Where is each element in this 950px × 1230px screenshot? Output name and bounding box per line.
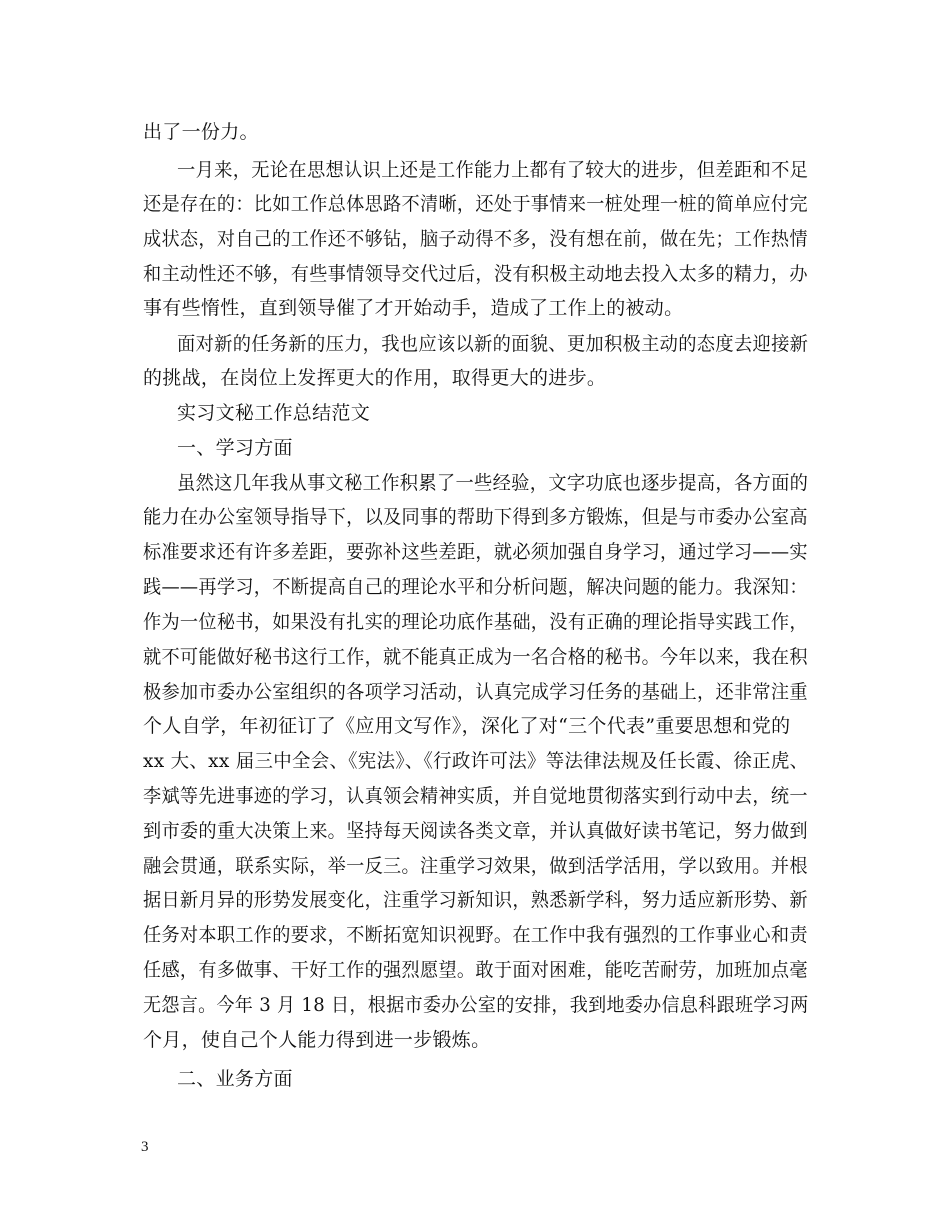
text-line: 任感，有多做事、干好工作的强烈愿望。敢于面对困难，能吃苦耐劳，加班加点毫 (143, 959, 808, 981)
text-line: 和主动性还不够，有些事情领导交代过后，没有积极主动地去投入太多的精力，办 (143, 263, 808, 285)
text-line: 李斌等先进事迹的学习，认真领会精神实质，并自觉地贯彻落实到行动中去，统一 (143, 785, 808, 807)
text-line: 就不可能做好秘书这行工作，就不能真正成为一名合格的秘书。今年以来，我在积 (143, 646, 808, 668)
text-line: 能力在办公室领导指导下，以及同事的帮助下得到多方锻炼，但是与市委办公室高 (143, 506, 808, 528)
text-line: 面对新的任务新的压力，我也应该以新的面貌、更加积极主动的态度去迎接新 (177, 333, 809, 355)
text-line: 一月来，无论在思想认识上还是工作能力上都有了较大的进步，但差距和不足 (177, 159, 809, 181)
section-heading: 二、业务方面 (177, 1068, 293, 1090)
text-line: 到市委的重大决策上来。坚持每天阅读各类文章，并认真做好读书笔记，努力做到 (143, 820, 808, 842)
text-line: 的挑战，在岗位上发挥更大的作用，取得更大的进步。 (143, 367, 607, 389)
text-line: 事有些惰性，直到领导催了才开始动手，造成了工作上的被动。 (143, 297, 684, 319)
text-line: 出了一份力。 (143, 121, 259, 143)
text-line: xx 大、xx 届三中全会、《宪法》、《行政许可法》等法律法规及任长霞、徐正虎、 (143, 750, 809, 772)
text-line: 作为一位秘书，如果没有扎实的理论功底作基础，没有正确的理论指导实践工作， (143, 611, 808, 633)
text-line: 任务对本职工作的要求，不断拓宽知识视野。在工作中我有强烈的工作事业心和责 (143, 924, 808, 946)
text-line: 还是存在的：比如工作总体思路不清晰，还处于事情来一桩处理一桩的简单应付完 (143, 193, 808, 215)
text-line: 融会贯通，联系实际，举一反三。注重学习效果，做到活学活用，学以致用。并根 (143, 855, 808, 877)
page-number: 3 (141, 1139, 149, 1155)
section-heading: 一、学习方面 (177, 437, 293, 459)
text-line: 据日新月异的形势发展变化，注重学习新知识，熟悉新学科，努力适应新形势、新 (143, 889, 808, 911)
text-line: 无怨言。今年 3 月 18 日，根据市委办公室的安排，我到地委办信息科跟班学习两 (143, 994, 809, 1016)
text-line: 成状态，对自己的工作还不够钻，脑子动得不多，没有想在前，做在先；工作热情 (143, 228, 808, 250)
text-line: 虽然这几年我从事文秘工作积累了一些经验，文字功底也逐步提高，各方面的 (177, 472, 809, 494)
text-line: 个人自学，年初征订了《应用文写作》，深化了对“三个代表”重要思想和党的 (143, 715, 791, 737)
section-heading: 实习文秘工作总结范文 (177, 402, 371, 424)
text-line: 践——再学习，不断提高自己的理论水平和分析问题，解决问题的能力。我深知： (143, 576, 808, 598)
text-line: 极参加市委办公室组织的各项学习活动，认真完成学习任务的基础上，还非常注重 (143, 681, 808, 703)
text-line: 个月，使自己个人能力得到进一步锻炼。 (143, 1029, 491, 1051)
text-line: 标准要求还有许多差距，要弥补这些差距，就必须加强自身学习，通过学习——实 (143, 541, 808, 563)
